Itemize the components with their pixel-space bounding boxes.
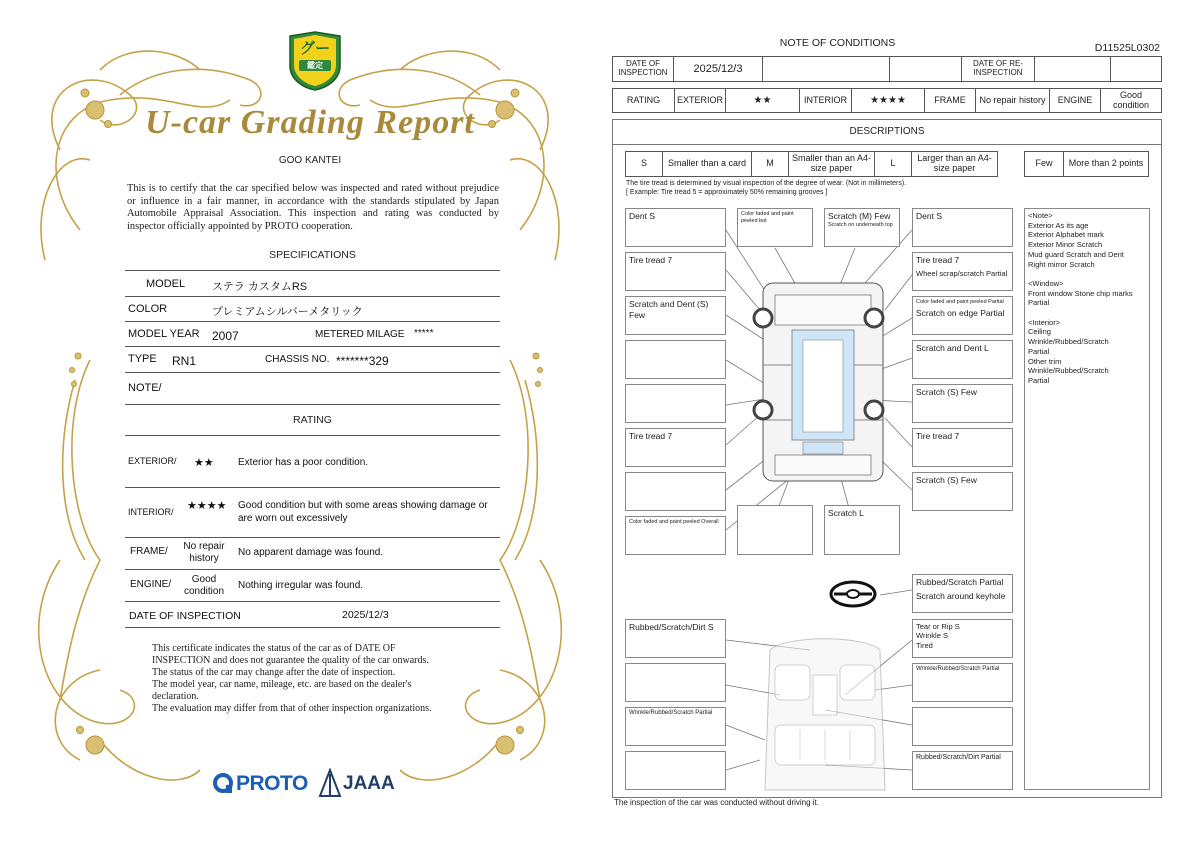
condition-box [912, 428, 1013, 467]
condition-text: Scratch (M) Few [828, 211, 891, 221]
condition-box [625, 516, 726, 555]
note-line: <Interior> [1028, 317, 1061, 327]
legend-s-desc: Smaller than a card [662, 151, 752, 177]
note-line: Mud guard Scratch and Dent [1028, 249, 1124, 259]
condition-text: Scratch around keyhole [916, 590, 1006, 601]
footer-line: The evaluation may differ from that of other inspection organizations. [152, 703, 432, 714]
condition-text: Wrinkle S [916, 631, 948, 641]
divider [125, 435, 500, 436]
chassis-value: *******329 [336, 354, 389, 368]
report-id: D11525L0302 [1094, 42, 1160, 54]
certificate-subtitle: GOO KANTEI [278, 155, 342, 166]
tire-note-2: [ Example: Tire tread 5 = approximately 50% remaining grooves ] [626, 189, 828, 196]
condition-text: Scratch L [828, 508, 864, 518]
divider [125, 537, 500, 538]
frame-label: FRAME/ [130, 546, 168, 557]
engine-label: ENGINE/ [130, 579, 172, 590]
model-year-value: 2007 [212, 329, 239, 343]
badge-subtext: 鑑定 [299, 60, 331, 71]
certificate-title: U-car Grading Report [145, 104, 475, 141]
type-label: TYPE [128, 353, 157, 365]
interior-description: Good condition but with some areas showing damage or are worn out excessively [238, 500, 488, 524]
divider [125, 601, 500, 602]
tire-note-1: The tire tread is determined by visual inspection of the degree of wear. (Not in millimeters). [626, 180, 907, 187]
condition-text: Tire tread 7 [916, 255, 960, 265]
condition-text: Wrinkle/Rubbed/Scratch Partial [629, 710, 713, 716]
condition-subtext: Scratch on underneath top [828, 221, 893, 228]
steering-wheel-icon [831, 582, 875, 606]
model-year-label: MODEL YEAR [128, 328, 200, 340]
exterior-label: EXTERIOR/ [128, 456, 177, 466]
engine-label: ENGINE [1049, 88, 1101, 113]
condition-text: Color faded and paint peeled bot [741, 211, 794, 224]
note-line [1028, 269, 1146, 279]
date-reinspection-label: DATE OF RE-INSPECTION [961, 56, 1035, 82]
note-line: Partial [1028, 375, 1050, 385]
condition-box [912, 296, 1013, 335]
condition-box [824, 505, 900, 555]
notes-panel [1024, 208, 1150, 790]
certificate-intro: This is to certify that the car specified below was inspected and rated without prejudice or influence in a fair manner, in accordance with the standards stipulated by Japan Automobile Appraisal Association. This inspection and rating was conducted by inspector officially appointed by PROTO cooperation. [127, 183, 499, 232]
jaaa-logo-icon [318, 768, 342, 798]
legend-s: S [625, 151, 663, 177]
condition-box [737, 208, 813, 247]
condition-box [625, 751, 726, 790]
footer-line: INSPECTION and does not guarantee the quality of the car onwards. [152, 655, 429, 666]
proto-logo-text: PROTO [236, 772, 308, 795]
note-line: Right mirror Scratch [1028, 259, 1095, 269]
note-line: Front window Stone chip marks [1028, 288, 1133, 298]
condition-text: Scratch on edge Partial [916, 307, 1005, 318]
condition-box [912, 751, 1013, 790]
certificate-footer [152, 643, 482, 715]
legend-l: L [874, 151, 912, 177]
condition-box [824, 208, 900, 247]
frame-value: No repair history [975, 88, 1050, 113]
condition-box [912, 252, 1013, 291]
condition-box [625, 252, 726, 291]
exterior-label: EXTERIOR [674, 88, 726, 113]
divider [125, 296, 500, 297]
condition-text: Wrinkle/Rubbed/Scratch Partial [916, 666, 1000, 672]
legend-few: Few [1024, 151, 1064, 177]
badge-text: グー [299, 40, 330, 57]
condition-box [625, 619, 726, 658]
frame-value: No repair history [183, 541, 225, 564]
divider [125, 627, 500, 628]
condition-box [625, 707, 726, 746]
descriptions-heading: DESCRIPTIONS [612, 119, 1162, 145]
rating-label: RATING [612, 88, 675, 113]
footer-line: This certificate indicates the status of the car as of DATE OF [152, 643, 396, 654]
car-interior-view-icon [765, 639, 885, 790]
footer-line: declaration. [152, 691, 199, 702]
car-top-view-icon [754, 283, 883, 481]
date-inspection-value: 2025/12/3 [673, 56, 763, 82]
condition-box [912, 707, 1013, 746]
note-label: NOTE/ [128, 382, 162, 394]
exterior-stars: ★★ [194, 457, 214, 469]
note-line: Partial [1028, 346, 1050, 356]
condition-box [912, 472, 1013, 511]
condition-text: Scratch and Dent (S) Few [629, 299, 709, 320]
condition-text: Tire tread 7 [916, 431, 960, 441]
divider [125, 569, 500, 570]
note-line: Partial [1028, 298, 1050, 308]
note-line: Exterior As its age [1028, 220, 1089, 230]
legend-m: M [751, 151, 789, 177]
interior-stars: ★★★★ [187, 500, 227, 512]
note-line: Exterior Minor Scratch [1028, 240, 1103, 250]
rating-heading: RATING [293, 414, 332, 426]
note-of-conditions [600, 0, 1200, 848]
metered-mileage-value: ***** [414, 328, 434, 339]
condition-box [912, 340, 1013, 379]
condition-box [912, 619, 1013, 658]
condition-text: Scratch (S) Few [916, 475, 977, 485]
chassis-label: CHASSIS NO. [265, 354, 330, 365]
engine-value: Good condition [183, 574, 225, 597]
footer-line: The model year, car name, mileage, etc. are based on the dealer's [152, 679, 412, 690]
condition-text: Dent S [629, 211, 655, 221]
note-line: Wrinkle/Rubbed/Scratch [1028, 337, 1109, 347]
color-value: プレミアムシルバーメタリック [212, 306, 363, 318]
interior-stars: ★★★★ [851, 88, 925, 113]
divider [125, 404, 500, 405]
note-line: Wrinkle/Rubbed/Scratch [1028, 366, 1109, 376]
note-line: Other trim [1028, 356, 1062, 366]
condition-box [625, 296, 726, 335]
condition-subtext: Color faded and paint peeled Partial [916, 299, 1004, 305]
divider [125, 372, 500, 373]
type-value: RN1 [172, 354, 197, 368]
engine-description: Nothing irregular was found. [238, 580, 364, 591]
condition-text: Scratch (S) Few [916, 387, 977, 397]
footer-line: The status of the car may change after the date of inspection. [152, 667, 396, 678]
condition-box [625, 384, 726, 423]
date-inspection-label: DATE OF INSPECTION [612, 56, 674, 82]
exterior-description: Exterior has a poor condition. [238, 457, 369, 468]
exterior-stars: ★★ [725, 88, 800, 113]
note-line [1028, 308, 1146, 318]
condition-box [912, 663, 1013, 702]
noc-title: NOTE OF CONDITIONS [779, 37, 896, 49]
metered-mileage-label: METERED MILAGE [315, 329, 405, 340]
condition-box [625, 208, 726, 247]
condition-text: Tear or Rip S [916, 622, 960, 631]
divider [125, 321, 500, 322]
condition-box [912, 208, 1013, 247]
note-line: <Window> [1028, 278, 1064, 288]
condition-text: Tire tread 7 [629, 255, 673, 265]
legend-few-desc: More than 2 points [1063, 151, 1149, 177]
interior-label: INTERIOR [799, 88, 852, 113]
note-line: <Note> [1028, 211, 1053, 220]
date-of-inspection-value: 2025/12/3 [342, 609, 389, 621]
color-label: COLOR [128, 303, 168, 315]
condition-box [737, 505, 813, 555]
model-label: MODEL [146, 278, 186, 290]
note-line: Ceiling [1028, 327, 1051, 337]
condition-text: Rubbed/Scratch/Dirt S [629, 622, 714, 632]
condition-box [625, 340, 726, 379]
divider [125, 487, 500, 488]
date-of-inspection-label: DATE OF INSPECTION [129, 610, 241, 622]
jaaa-logo-text: JAAA [343, 773, 395, 794]
condition-text: Scratch and Dent L [916, 343, 989, 353]
legend-m-desc: Smaller than an A4-size paper [788, 151, 875, 177]
condition-text: Color faded and paint peeled Overall [629, 519, 719, 525]
condition-box [625, 428, 726, 467]
condition-text: Rubbed/Scratch Partial [916, 577, 1004, 587]
condition-text: Rubbed/Scratch/Dirt Partial [916, 754, 1001, 761]
legend-l-desc: Larger than an A4-size paper [911, 151, 998, 177]
proto-logo-icon [212, 771, 236, 795]
interior-label: INTERIOR/ [128, 507, 174, 517]
condition-box [625, 472, 726, 511]
model-value: ステラ カスタムRS [212, 281, 308, 293]
condition-subtext: Wheel scrap/scratch Partial [916, 268, 1008, 278]
note-line: Exterior Alphabet mark [1028, 230, 1104, 240]
condition-text: Tire tread 7 [629, 431, 673, 441]
condition-text: Tired [916, 640, 933, 650]
frame-description: No apparent damage was found. [238, 547, 384, 558]
condition-text: Dent S [916, 211, 942, 221]
frame-label: FRAME [924, 88, 976, 113]
specifications-heading: SPECIFICATIONS [269, 249, 356, 261]
divider [125, 270, 500, 271]
condition-box [912, 384, 1013, 423]
divider [125, 346, 500, 347]
condition-box [912, 574, 1013, 613]
condition-box [625, 663, 726, 702]
noc-footer: The inspection of the car was conducted without driving it. [614, 798, 819, 807]
engine-value: Good condition [1100, 88, 1162, 113]
